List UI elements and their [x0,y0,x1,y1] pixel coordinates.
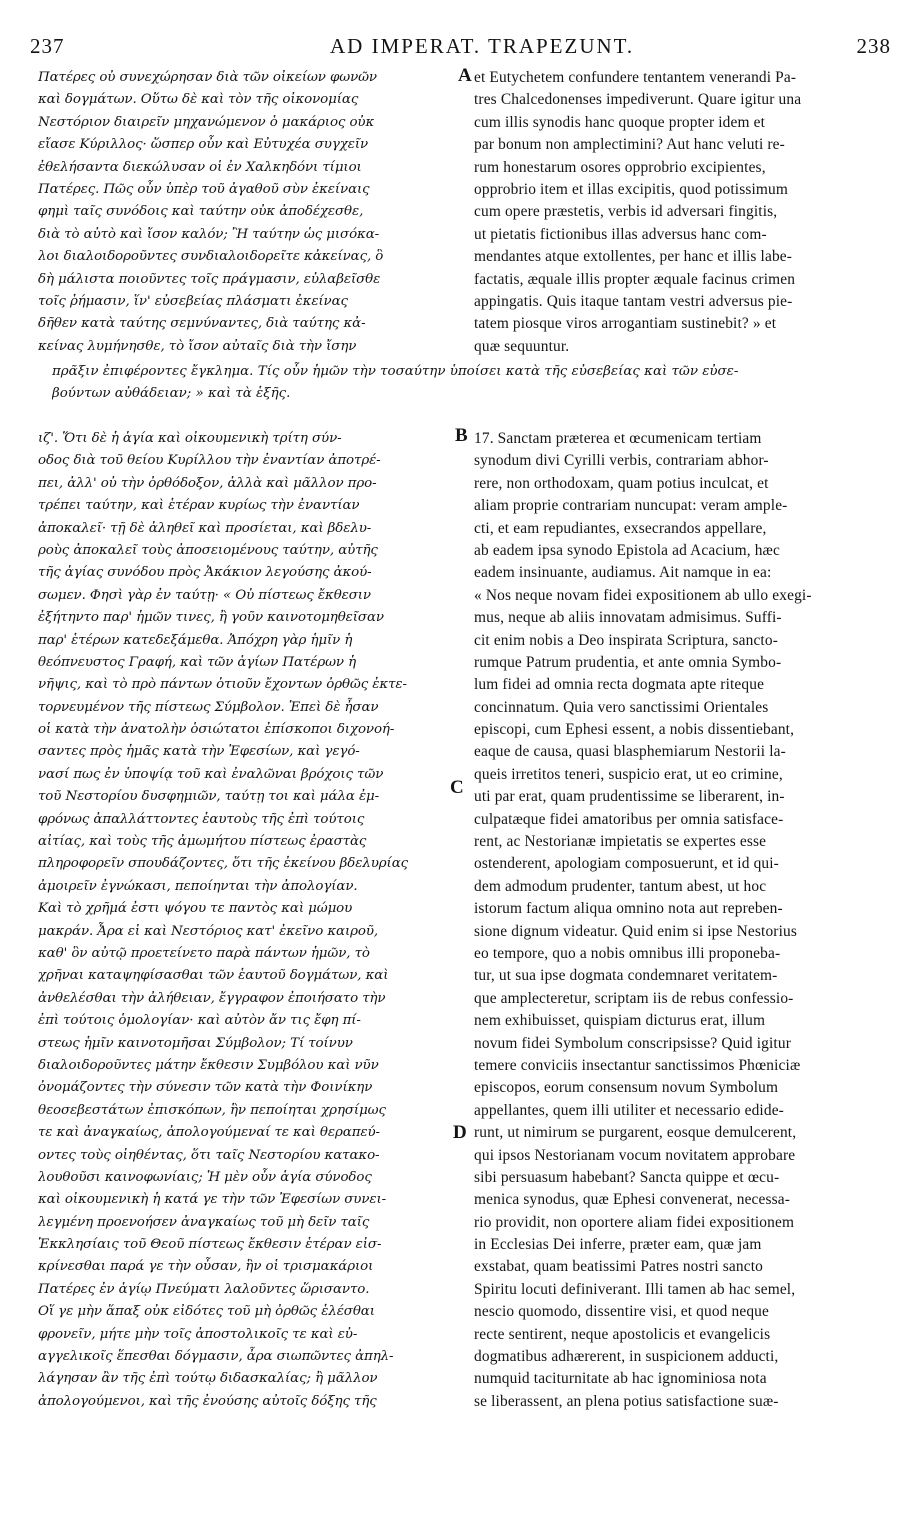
greek-top-line: εἴασε Κύριλλος· ὥσπερ οὖν καὶ Εὐτυχέα συγχεῖν [38,137,369,153]
greek-main-line: ἀμοιρεῖν ἐγνώκασι, πεποίηνται τὴν ἀπολογίαν. [38,878,358,894]
greek-main-line: ροὺς ἀποκαλεῖ τοὺς ἀποσειομένους ταύτην, αὐτῆς [38,542,378,558]
latin-main-line: concinnatum. Quia vero sanctissimi Orientales [474,698,769,716]
latin-top-line: quæ sequuntur. [474,337,570,355]
latin-main-line: nescio quomodo, dissentire visi, et quod neque [474,1303,770,1321]
greek-main-line: ἐπὶ τούτοις ὁμολογίαν· καὶ αὐτὸν ἄν τις ἔφη πί- [38,1013,361,1029]
latin-main-line: menica synodus, quæ Ephesi convenerat, necessa- [474,1191,791,1209]
greek-main-line: τῆς ἁγίας συνόδου πρὸς Ἀκάκιον λεγούσης ἀκού- [38,565,372,581]
greek-main-line: σωμεν. Φησὶ γὰρ ἐν ταύτῃ· « Οὐ πίστεως ἔκθεσιν [38,587,371,603]
latin-top-line: et Eutychetem confundere tentantem venerandi Pa- [474,69,797,86]
latin-main-line: lum fidei ad omnia recta dogmata apte riteque [474,676,765,694]
latin-main-line: in Ecclesias Dei inferre, præter eam, quæ jam [474,1236,762,1254]
greek-main-line: καθ' ὃν αὐτῷ προετείνετο παρὰ πάντων ἡμῶν, τὸ [38,945,370,961]
latin-top-line: ut pietatis fictionibus illas adversus hanc com- [474,225,767,243]
latin-main-line: ab eadem ipsa synodo Epistola ad Acacium, hæc [474,541,780,559]
latin-main-line: runt, ut nimirum se purgarent, eosque demulcerent, [474,1124,797,1142]
greek-top-line: δῆθεν κατὰ ταύτης σεμνύναντες, διὰ ταύτης κἀ- [38,316,366,332]
running-title: AD IMPERAT. TRAPEZUNT. [330,34,635,58]
greek-top-line: καὶ δογμάτων. Οὕτω δὲ καὶ τὸν τῆς οἰκονομίας [38,92,359,108]
greek-main-line: οἱ κατὰ τὴν ἀνατολὴν ὁσιώτατοι ἐπίσκοποι διχονοή- [38,722,395,738]
latin-top-line: tres Chalcedonenses impediverunt. Quare igitur una [474,91,802,109]
latin-main-line: mus, neque ab aliis innovatam admisimus. Suffi- [474,609,782,627]
latin-main-line: eaque de causa, quasi blasphemiarum Nestorii la- [474,743,786,761]
margin-marker-b: B [455,425,468,446]
latin-main-line: 17. Sanctam præterea et œcumenicam tertiam [474,430,762,447]
greek-top-line: Πατέρες. Πῶς οὖν ὑπὲρ τοῦ ἀγαθοῦ σὺν ἐκείναις [38,181,370,197]
greek-main-line: διαλοιδοροῦντες μάτην ἔκθεσιν Συμβόλου καὶ νῦν [38,1057,379,1073]
latin-main-line: rio providit, non oportere aliam fidei expositionem [474,1213,795,1231]
greek-main-line: τορνευμένον τῆς πίστεως Σύμβολον. Ἐπεὶ δὲ ἦσαν [38,699,379,715]
greek-main-line: ιζ'. Ὅτι δὲ ἡ ἁγία καὶ οἰκουμενικὴ τρίτη σύν- [38,431,342,446]
greek-main-line: χρῆναι καταψηφίσασθαι τῶν ἑαυτοῦ δογμάτων, καὶ [38,968,389,984]
greek-main-line: Πατέρες ἐν ἁγίῳ Πνεύματι λαλοῦντες ὥρισαντο. [38,1281,370,1297]
latin-main-line: dogmatibus adhærerent, in suspicionem adducti, [474,1348,779,1366]
latin-main-line: eadem insinuante, audiamus. Ait namque in ea: [474,564,772,582]
greek-main-line: πει, ἀλλ' οὐ τὴν ὀρθόδοξον, ἀλλὰ καὶ μᾶλλον προ- [38,475,377,491]
latin-top-line: mendantes atque extollentes, per hanc et illis labe- [474,248,793,266]
latin-main-line: sibi persuasum habebant? Sancta quippe et œcu- [474,1168,780,1186]
latin-main-line: cti, et eam repudiantes, exsecrandos appellare, [474,519,767,537]
latin-main-line: aliam proprie contrariam nuncupat: veram ample- [474,497,788,515]
greek-main-line: στεως ἡμῖν καινοτομῆσαι Σύμβολον; Τί τοίνυν [38,1035,353,1051]
greek-top-line: ἐθελήσαντα διεκώλυσαν οἱ ἐν Χαλκηδόνι τίμιοι [38,159,362,175]
greek-main-line: παρ' ἑτέρων κατεδεξάμεθα. Ἀπόχρη γὰρ ἡμῖν ἡ [38,632,353,648]
greek-top-line: διὰ τὸ αὐτὸ καὶ ἴσον καλόν; Ἢ ταύτην ὡς μισόκα- [38,226,380,242]
greek-main-line: οντες τοὺς οἰηθέντας, ὅτι ταῖς Νεστορίου κατακο- [38,1147,380,1163]
greek-main-line: Οἵ γε μὴν ἅπαξ οὐκ εἰδότες τοῦ μὴ ὀρθῶς ἑλέσθαι [38,1304,375,1320]
margin-marker-c: C [450,777,464,798]
greek-main-line: φρόνως ἀπαλλάττοντες ἑαυτοὺς τῆς ἐπὶ τούτοις [38,811,365,827]
latin-top-line: rum honestarum osores opprobrio excipientes, [474,158,766,176]
latin-top-line: cum opere præstetis, verbis id adversari fingitis, [474,203,778,221]
latin-column-main [474,428,888,1413]
latin-top-line: tatem piosque viros arrogantiam sustinebit? » et [474,315,777,333]
greek-main-line: αγγελικοῖς ἕπεσθαι δόγμασιν, ἆρα σιωπῶντες ἀπηλ- [38,1349,394,1365]
greek-column-main [38,428,462,1413]
greek-top-line: λοι διαλοιδοροῦντες συνδιαλοιδορεῖτε κἀκείνας, ὃ [38,249,384,265]
latin-main-line: sione dignum videatur. Quid enim si ipse Nestorius [474,922,797,940]
greek-main-line: θεοσεβεστάτων ἐπισκόπων, ἣν πεποίηται χρησίμως [38,1102,386,1118]
greek-top-line: δὴ μάλιστα ποιοῦντες τοῖς πράγμασιν, εὐλαβεῖσθε [38,271,381,287]
latin-main-line: rumque Patrum prudentia, et ante omnia Symbo- [474,653,782,671]
latin-top-line: appingatis. Quis itaque tantam vestri adversus pie- [474,292,793,310]
latin-main-line: tur, ut sua ipse dogmata condemnaret veritatem- [474,967,778,985]
greek-main-line: κρίνεσθαι παρά γε τὴν οὖσαν, ἣν οἱ τρισμακάριοι [38,1259,374,1275]
latin-main-line: exstabat, quam beatissimi Patres nostri sancto [474,1258,764,1276]
greek-top-line: φημὶ ταῖς συνόδοις καὶ ταύτην οὐκ ἀποδέχεσθε, [38,204,364,220]
greek-main-line: αἰτίας, καὶ τοὺς τῆς ἀμωμήτου πίστεως ἐραστὰς [38,834,367,850]
greek-main-line: καὶ οἰκουμενικὴ ἡ κατά γε τὴν τῶν Ἐφεσίων συνει- [38,1192,387,1208]
latin-main-line: que amplecteretur, scriptam iis de rebus confessio- [474,989,794,1007]
latin-top-line: factatis, æquale illis propter æquale facinus crimen [474,270,796,288]
greek-main-line: φρονεῖν, μήτε μὴν τοῖς ἀποστολικοῖς τε καὶ εὐ- [38,1326,358,1342]
greek-full-line: βούντων αὐθάδειαν; » καὶ τὰ ἑξῆς. [52,386,291,402]
latin-main-line: ostenderent, apologiam composuerunt, et id qui- [474,855,779,873]
latin-main-line: appellantes, quem illi utiliter et necessario edide- [474,1101,784,1119]
greek-main-line: ἀπολογούμενοι, καὶ τῆς ἐνούσης αὐτοῖς δόξης τῆς [38,1393,377,1409]
greek-full-line: πρᾶξιν ἐπιφέροντες ἔγκλημα. Τίς οὖν ἡμῶν τὴν τοσαύτην ὑποίσει κατὰ τῆς εὐσεβείας καὶ τῶν εὐσε- [52,364,739,379]
latin-column-top [474,67,888,358]
greek-column-top [38,67,462,358]
greek-main-line: τε καὶ ἀναγκαίως, ἀπολογούμεναί τε καὶ θεραπεύ- [38,1125,380,1141]
latin-main-line: cit enim nobis a Deo inspirata Scriptura, sancto- [474,631,778,649]
greek-top-line: τοῖς ῥήμασιν, ἵν' εὐσεβείας πλάσματι ἐκείνας [38,293,348,309]
margin-marker-d: D [453,1122,467,1143]
greek-main-line: Καὶ τὸ χρῆμά ἐστι ψόγου τε παντὸς καὶ μώμου [38,901,353,917]
page-number-right: 238 [856,34,891,58]
latin-main-line: istorum factum aliqua omnino nota aut repreben- [474,900,783,918]
latin-main-line: Spiritu locuti definiverant. Illi tamen ab hac semel, [474,1280,796,1298]
greek-main-line: τρέπει ταύτην, καὶ ἑτέραν κυρίως τὴν ἐναντίαν [38,498,360,514]
greek-main-line: λεγμένη προενοήσεν ἀναγκαίως τοῦ μὴ δεῖν ταῖς [38,1214,370,1230]
latin-main-line: novum fidei Symbolum conscripsisse? Quid igitur [474,1034,791,1052]
latin-main-line: qui ipsos Nestorianam vocum novitatem approbare [474,1146,796,1164]
greek-main-line: μακράν. Ἆρα εἰ καὶ Νεστόριος κατ' ἐκεῖνο καιροῦ, [38,923,379,939]
greek-main-line: πληροφορεῖν σπουδάζοντες, ὅτι τῆς ἐκείνου βδελυρίας [38,856,409,872]
latin-main-line: recte sentirent, neque apostolicis et evangelicis [474,1325,771,1343]
latin-main-line: numquid taciturnitate ab hac ignominiosa nota [474,1370,767,1388]
latin-main-line: temere conviciis insectantur sanctissimos Phœniciæ [474,1056,801,1074]
latin-main-line: queis irretitos teneri, suspicio erat, ut eo crimine, [474,765,783,783]
latin-main-line: culpatæque fidei amatoribus per omnia satisface- [474,810,784,828]
greek-main-line: Ἐκκλησίαις τοῦ Θεοῦ πίστεως ἔκθεσιν ἑτέραν εἰσ- [38,1237,382,1253]
greek-main-line: ἀποκαλεῖ· τῇ δὲ ἀληθεῖ καὶ προσίεται, καὶ βδελυ- [38,520,372,536]
latin-main-line: episcopos, eorum consensum novum Symbolum [474,1079,779,1097]
greek-main-line: τοῦ Νεστορίου δυσφημιῶν, ταύτῃ τοι καὶ μάλα ἐμ- [38,789,380,805]
greek-top-line: Πατέρες οὐ συνεχώρησαν διὰ τῶν οἰκείων φωνῶν [38,70,377,85]
latin-main-line: eo tempore, quo a nobis omnibus illi proponeba- [474,944,781,962]
latin-main-line: se liberassent, an plena potius satisfactione suæ- [474,1392,779,1410]
latin-main-line: rent, ac Nestorianæ impietatis se expertes esse [474,833,767,851]
latin-main-line: rere, non orthodoxam, quam potius inculcat, et [474,474,769,492]
latin-main-line: « Nos neque novam fidei expositionem ab ullo exegi- [474,586,812,604]
greek-full-width-text [52,361,892,406]
latin-main-line: synodum divi Cyrilli verbis, contrariam abhor- [474,452,769,470]
greek-main-line: θεόπνευστος Γραφή, καὶ τῶν ἁγίων Πατέρων ἡ [38,654,357,670]
greek-main-line: νῆψις, καὶ τὸ πρὸ πάντων ὁτιοῦν ἔχοντων ὀρθῶς ἐκτε- [38,677,407,693]
latin-top-line: cum illis synodis hanc quoque propter idem et [474,113,765,131]
margin-marker-a: A [458,65,472,86]
greek-main-line: λάγησαν ἂν τῆς ἐπὶ τούτῳ διδασκαλίας; ἢ μᾶλλον [38,1371,378,1387]
greek-top-line: κείνας λυμήνησθε, τὸ ἴσον αὐταῖς διὰ τὴν ἴσην [38,338,357,354]
latin-main-line: dem admodum prudenter, tantum abest, ut hoc [474,877,767,895]
latin-main-line: nem exhibuisset, quispiam dicturus erat, illum [474,1012,766,1030]
greek-main-line: ἐξήτηντο παρ' ἡμῶν τινες, ἢ γοῦν καινοτομηθεῖσαν [38,610,384,626]
latin-top-line: opprobrio item et illas excipitis, quod potissimum [474,180,789,198]
greek-main-line: ἀνθελέσθαι τὴν ἀλήθειαν, ἔγγραφον ἐποιήσατο τὴν [38,990,386,1006]
greek-main-line: λουθοῦσι καινοφωνίαις; Ἡ μὲν οὖν ἁγία σύνοδος [38,1169,372,1185]
page-number-left: 237 [30,34,65,58]
greek-main-line: οδος διὰ τοῦ θείου Κυρίλλου τὴν ἐναντίαν ἀποτρέ- [38,453,381,469]
latin-main-line: episcopi, cum Ephesi essent, a nobis dissentiebant, [474,721,795,739]
greek-main-line: ὀνομάζοντες τὴν σύνεσιν τῶν κατὰ τὴν Φοινίκην [38,1080,373,1096]
greek-main-line: νασί πως ἐν ὑποψίᾳ τοῦ καὶ ἐναλῶναι βρόχοις τῶν [38,766,384,782]
greek-main-line: σαντες πρὸς ἡμᾶς κατὰ τὴν Ἐφεσίων, καὶ γεγό- [38,744,360,760]
latin-top-line: par bonum non amplectimini? Aut hanc veluti re- [474,136,785,154]
running-header [0,34,921,62]
greek-top-line: Νεστόριον διαιρεῖν μηχανώμενον ὁ μακάριος οὐκ [38,114,375,130]
latin-main-line: uti par erat, quam prudentissime se liberarent, in- [474,788,785,806]
